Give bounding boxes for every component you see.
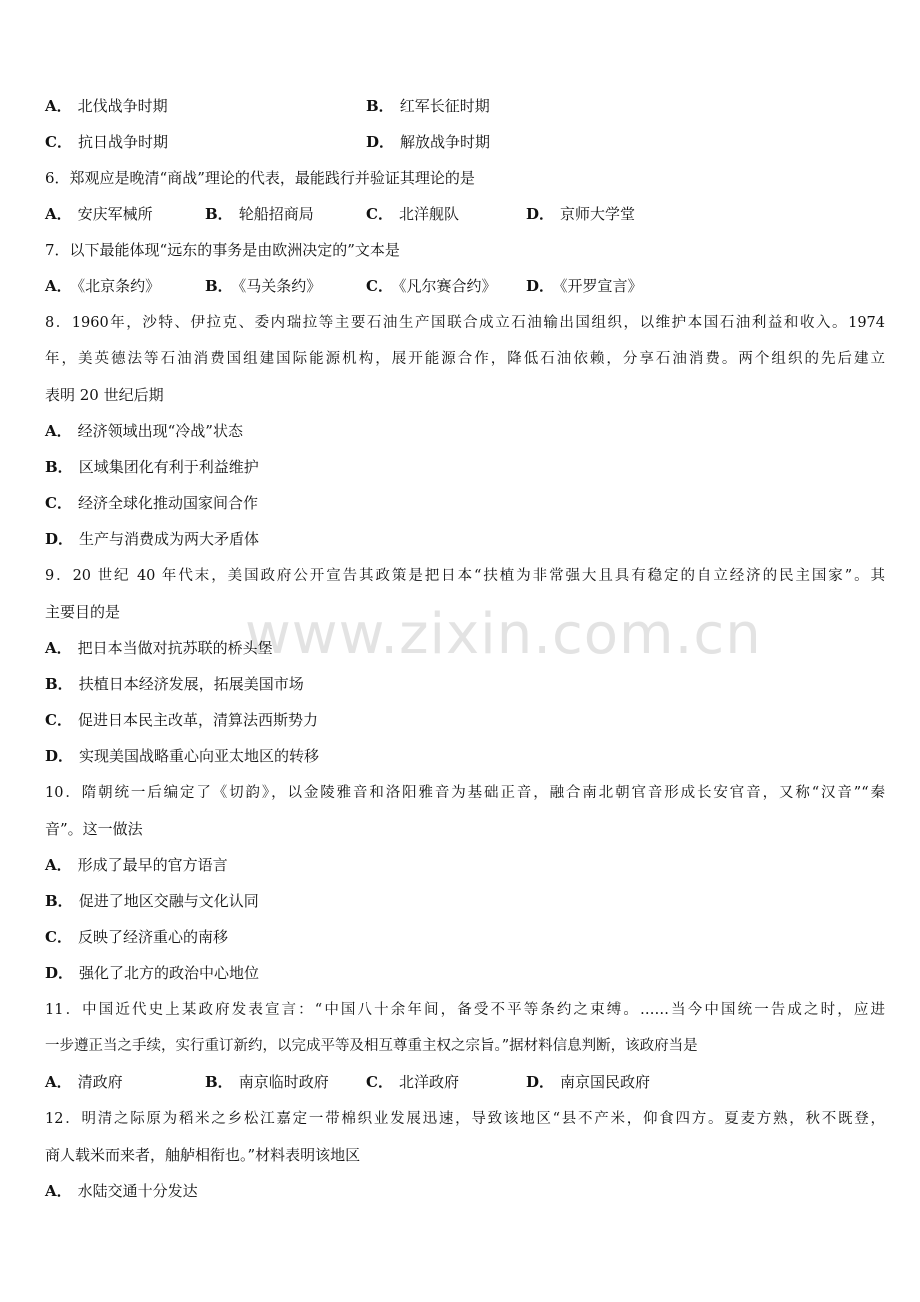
q5-option-c: C． 抗日战争时期 (45, 133, 168, 151)
q8-option-a: A． 经济领域出现“冷战”状态 (45, 422, 243, 440)
q11-stem-line-1: 11．中国近代史上某政府发表宣言：“中国八十余年间，备受不平等条约之束缚。……当今中国统一告成之时，应进 (45, 1002, 885, 1018)
q6-option-a: A． 安庆军械所 (45, 205, 153, 223)
q10-option-a: A． 形成了最早的官方语言 (45, 856, 228, 874)
q5-option-a: A． 北伐战争时期 (45, 97, 168, 115)
q9-option-d: D． 实现美国战略重心向亚太地区的转移 (45, 747, 320, 765)
q9-stem-line-2: 主要目的是 (45, 603, 121, 621)
q7-option-a: A． 《北京条约》 (45, 277, 161, 295)
q6-option-b: B． 轮船招商局 (205, 205, 314, 223)
q8-option-d: D． 生产与消费成为两大矛盾体 (45, 530, 260, 548)
q11-option-d: D． 南京国民政府 (526, 1073, 651, 1091)
q8-stem-line-2: 年，美英德法等石油消费国组建国际能源机构，展开能源合作，降低石油依赖，分享石油消费。两个组织的先后建立 (45, 351, 885, 367)
q8-stem-line-1: 8．1960年，沙特、伊拉克、委内瑞拉等主要石油生产国联合成立石油输出国组织，以维护本国石油利益和收入。1974 (45, 315, 885, 331)
q11-stem-line-2: 一步遵正当之手续，实行重订新约，以完成平等及相互尊重主权之宗旨。”据材料信息判断，该政府当是 (45, 1038, 698, 1054)
q10-stem-line-1: 10．隋朝统一后编定了《切韵》，以金陵雅音和洛阳雅音为基础正音，融合南北朝官音形成长安官音，又称“汉音”“秦 (45, 785, 885, 801)
q11-option-c: C． 北洋政府 (366, 1073, 459, 1091)
q8-option-c: C． 经济全球化推动国家间合作 (45, 494, 258, 512)
q9-stem-line-1: 9．20 世纪 40 年代末，美国政府公开宣告其政策是把日本“扶植为非常强大且具有稳定的自立经济的民主国家”。其 (45, 568, 885, 584)
q10-option-b: B． 促进了地区交融与文化认同 (45, 892, 259, 910)
q6-option-c: C． 北洋舰队 (366, 205, 459, 223)
q12-option-a: A． 水陆交通十分发达 (45, 1182, 198, 1200)
q10-option-d: D． 强化了北方的政治中心地位 (45, 964, 260, 982)
q5-option-b: B． 红军长征时期 (366, 97, 490, 115)
q9-option-b: B． 扶植日本经济发展，拓展美国市场 (45, 675, 304, 693)
q6-option-d: D． 京师大学堂 (526, 205, 636, 223)
q5-option-d: D． 解放战争时期 (366, 133, 491, 151)
watermark: www.zixin.com.cn (245, 602, 762, 667)
q12-stem-line-2: 商人载米而来者，舳舻相衔也。”材料表明该地区 (45, 1146, 361, 1164)
q6-stem: 6．郑观应是晚清“商战”理论的代表，最能践行并验证其理论的是 (45, 169, 475, 187)
q9-option-a: A． 把日本当做对抗苏联的桥头堡 (45, 639, 273, 657)
q9-option-c: C． 促进日本民主改革，清算法西斯势力 (45, 711, 318, 729)
q11-option-b: B． 南京临时政府 (205, 1073, 329, 1091)
q12-stem-line-1: 12．明清之际原为稻米之乡松江嘉定一带棉织业发展迅速，导致该地区“县不产米，仰食四方。夏麦方熟，秋不既登， (45, 1111, 885, 1127)
q11-option-a: A． 清政府 (45, 1073, 123, 1091)
q8-option-b: B． 区域集团化有利于利益维护 (45, 458, 259, 476)
q7-stem: 7．以下最能体现“远东的事务是由欧洲决定的”文本是 (45, 241, 400, 259)
q8-stem-line-3: 表明 20 世纪后期 (45, 386, 164, 404)
q10-option-c: C． 反映了经济重心的南移 (45, 928, 228, 946)
q10-stem-line-2: 音”。这一做法 (45, 820, 143, 838)
q7-option-b: B． 《马关条约》 (205, 277, 322, 295)
q7-option-d: D． 《开罗宣言》 (526, 277, 643, 295)
q7-option-c: C． 《凡尔赛合约》 (366, 277, 497, 295)
